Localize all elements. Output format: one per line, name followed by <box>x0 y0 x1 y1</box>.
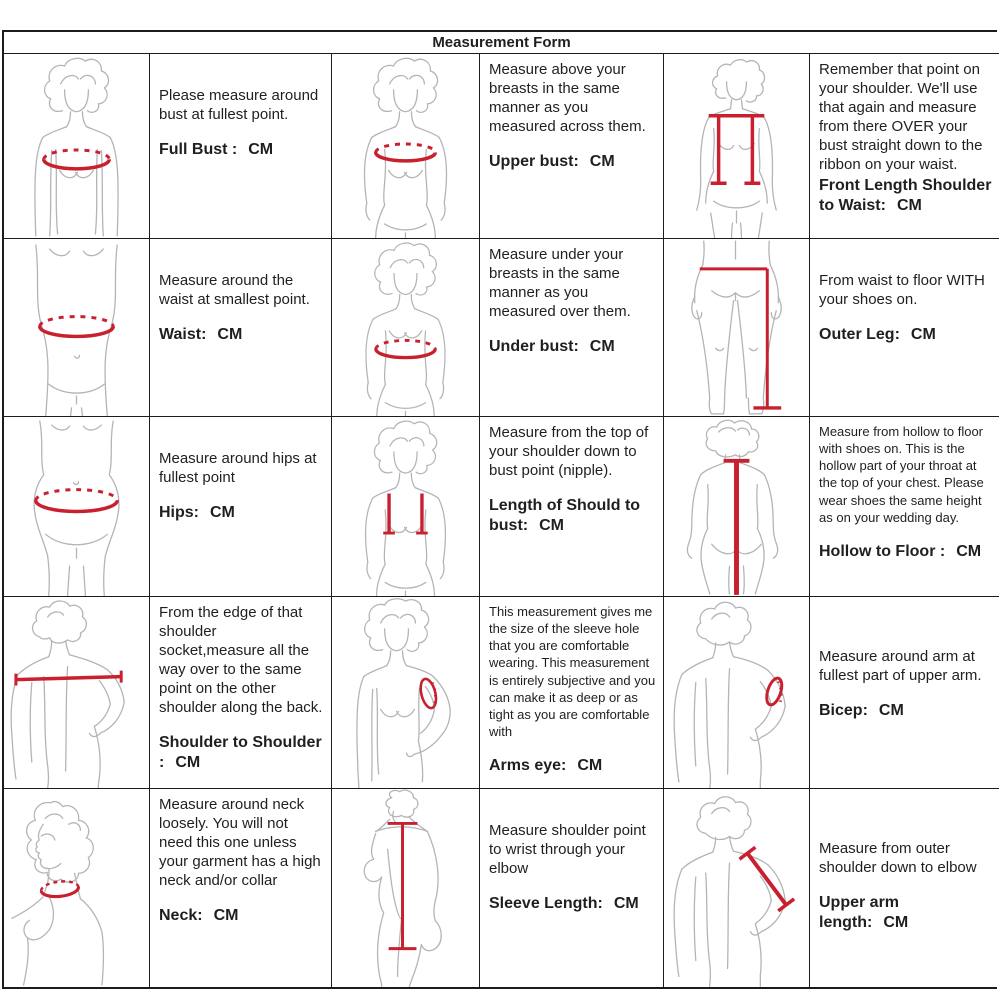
hollow-to-floor-instruction: Measure from hollow to floor with shoes on. This is the hollow part of your throat at the top of your chest. Please wear shoes the same height as on your wedding day. <box>819 424 984 525</box>
cell-sleeve-length-text <box>480 789 664 987</box>
label-text: Hollow to Floor : <box>819 542 946 560</box>
cell-neck-text <box>150 789 332 987</box>
cell-upper-arm-figure <box>664 789 810 987</box>
full-bust-instruction: Please measure around bust at fullest point. <box>159 87 319 124</box>
cell-arms-eye-text <box>480 597 664 789</box>
outer-leg-label <box>819 325 992 345</box>
cell-under-bust-text <box>480 239 664 417</box>
unit-text: CM <box>248 141 274 159</box>
full-bust-figure <box>4 54 149 238</box>
under-bust-instruction: Measure under your breasts in the same manner as you measured over them. <box>489 246 631 321</box>
cell-shoulder-to-bust-figure <box>332 417 480 597</box>
cell-hips-text <box>150 417 332 597</box>
upper-bust-instruction: Measure above your breasts in the same manner as you measured across them. <box>489 61 646 136</box>
outer-leg-figure <box>664 239 809 416</box>
label-text: Under bust: <box>489 338 579 356</box>
cell-sleeve-length-figure <box>332 789 480 987</box>
cell-full-bust-text <box>150 54 332 239</box>
unit-text: CM <box>213 907 239 925</box>
upper-bust-label <box>489 152 656 172</box>
unit-text: CM <box>589 153 615 171</box>
unit-text: CM <box>175 754 201 772</box>
label-text: Full Bust : <box>159 141 238 159</box>
cell-upper-bust-figure <box>332 54 480 239</box>
label-text: Waist: <box>159 326 207 344</box>
front-length-instruction: Remember that point on your shoulder. We'll use that again and measure from there OVER your bust straight down to the ribbon on your waist. <box>819 61 983 174</box>
hollow-to-floor-figure <box>664 417 809 596</box>
unit-text: CM <box>956 542 982 560</box>
unit-text: CM <box>217 326 243 344</box>
arms-eye-label <box>489 756 656 776</box>
form-title-text: Measurement Form <box>432 34 571 51</box>
sleeve-length-instruction: Measure shoulder point to wrist through your elbow <box>489 822 646 878</box>
hips-figure <box>4 417 149 596</box>
under-bust-figure <box>332 239 479 416</box>
label-text: Sleeve Length: <box>489 895 603 913</box>
cell-front-length-figure <box>664 54 810 239</box>
label-text: Outer Leg: <box>819 326 900 344</box>
full-bust-label <box>159 140 324 160</box>
arms-eye-instruction: This measurement gives me the size of the sleeve hole that you are comfortable wearing. This measurement is entirely subjective and you can make it as deep or as tight as you are comfortable with <box>489 604 656 740</box>
upper-arm-label <box>819 893 992 933</box>
unit-text: CM <box>589 338 615 356</box>
unit-text: CM <box>910 326 936 344</box>
neck-instruction: Measure around neck loosely. You will not need this one unless your garment has a high neck and/or collar <box>159 796 321 890</box>
waist-figure <box>4 239 149 416</box>
label-text: Neck: <box>159 907 203 925</box>
hips-label <box>159 503 324 523</box>
label-text: Arms eye: <box>489 757 567 775</box>
outer-leg-instruction: From waist to floor WITH your shoes on. <box>819 272 985 309</box>
cell-outer-leg-figure <box>664 239 810 417</box>
unit-text: CM <box>613 895 639 913</box>
cell-waist-text <box>150 239 332 417</box>
label-text: Front Length Shoulder to Waist: <box>819 177 992 215</box>
front-length-label <box>819 176 992 216</box>
waist-label <box>159 325 324 345</box>
cell-bicep-figure <box>664 597 810 789</box>
bicep-label <box>819 701 992 721</box>
label-text: Bicep: <box>819 702 868 720</box>
measurement-table <box>2 30 997 989</box>
arms-eye-figure <box>332 597 479 788</box>
cell-upper-arm-text <box>810 789 999 987</box>
cell-neck-figure <box>4 789 150 987</box>
unit-text: CM <box>883 914 909 932</box>
hollow-to-floor-label <box>819 542 992 562</box>
shoulder-to-shoulder-instruction: From the edge of that shoulder socket,measure all the way over to the same point on the other shoulder along the back. <box>159 604 323 717</box>
label-text: Shoulder to Shoulder : <box>159 734 322 772</box>
shoulder-to-shoulder-label <box>159 733 324 773</box>
cell-outer-leg-text <box>810 239 999 417</box>
cell-shoulder-to-shoulder-text <box>150 597 332 789</box>
unit-text: CM <box>878 702 904 720</box>
label-text: Upper bust: <box>489 153 579 171</box>
unit-text: CM <box>539 517 564 535</box>
upper-bust-figure <box>332 54 479 238</box>
cell-shoulder-to-shoulder-figure <box>4 597 150 789</box>
shoulder-to-bust-figure <box>332 417 479 596</box>
shoulder-to-bust-label <box>489 496 656 536</box>
bicep-figure <box>664 597 809 788</box>
cell-under-bust-figure <box>332 239 480 417</box>
label-text: Hips: <box>159 504 199 522</box>
unit-text: CM <box>577 757 603 775</box>
cell-bicep-text <box>810 597 999 789</box>
cell-upper-bust-text <box>480 54 664 239</box>
cell-hollow-to-floor-text <box>810 417 999 597</box>
label-text: Length of Should to bust: <box>489 497 641 535</box>
cell-waist-figure <box>4 239 150 417</box>
bicep-instruction: Measure around arm at fullest part of upper arm. <box>819 648 982 685</box>
shoulder-to-shoulder-back-figure <box>4 597 149 788</box>
cell-hips-figure <box>4 417 150 597</box>
cell-hollow-to-floor-figure <box>664 417 810 597</box>
neck-profile-figure <box>4 789 149 987</box>
hips-instruction: Measure around hips at fullest point <box>159 450 317 487</box>
front-length-shoulder-to-waist-figure <box>664 54 809 238</box>
cell-shoulder-to-bust-text <box>480 417 664 597</box>
sleeve-length-label <box>489 894 656 914</box>
cell-arms-eye-figure <box>332 597 480 789</box>
waist-instruction: Measure around the waist at smallest point. <box>159 272 310 309</box>
label-text: Upper arm length: <box>819 894 900 932</box>
neck-label <box>159 906 324 926</box>
unit-text: CM <box>210 504 235 522</box>
upper-arm-length-figure <box>664 789 809 987</box>
form-title <box>4 32 999 54</box>
cell-full-bust-figure <box>4 54 150 239</box>
shoulder-to-bust-instruction: Measure from the top of your shoulder down to bust point (nipple). <box>489 424 649 480</box>
under-bust-label <box>489 337 656 357</box>
cell-front-length-text <box>810 54 999 239</box>
unit-text: CM <box>896 197 922 215</box>
sleeve-length-figure <box>332 789 479 987</box>
upper-arm-instruction: Measure from outer shoulder down to elbow <box>819 840 977 877</box>
